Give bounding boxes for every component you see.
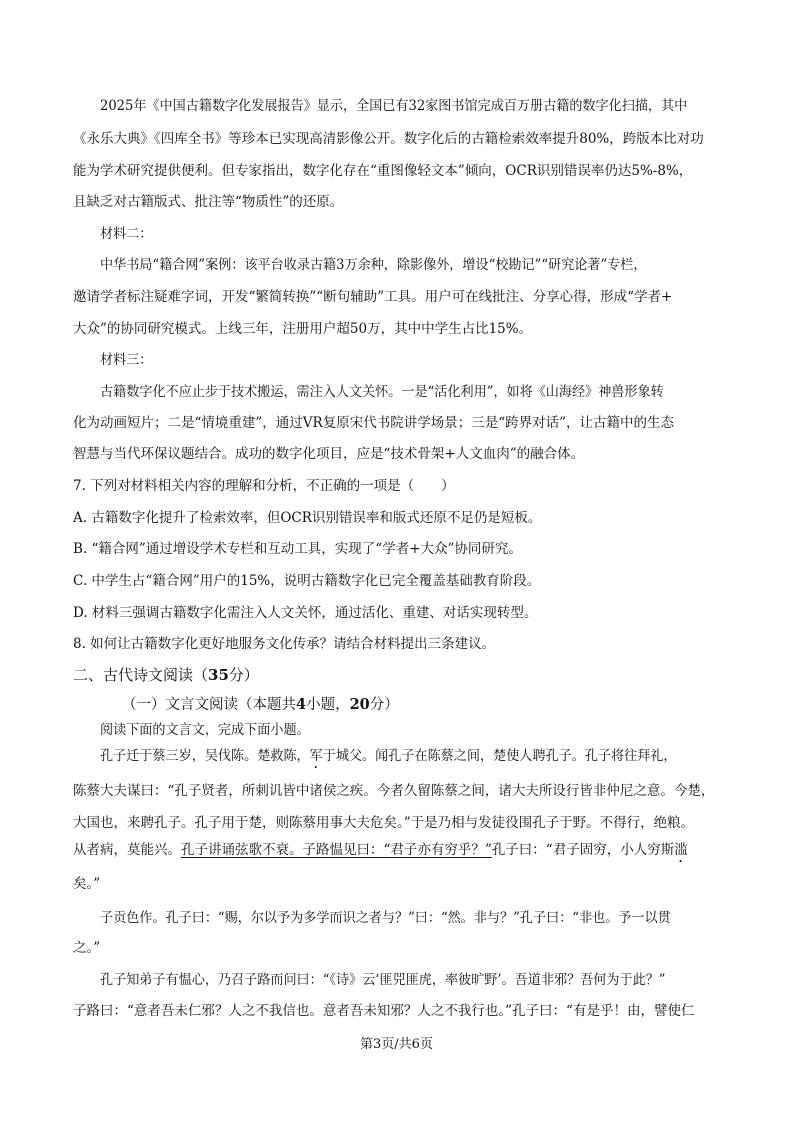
passage-p1-line-1: [100, 746, 760, 772]
passage-p3-line-2: 子路曰：“意者吾未仁邪？人之不我信也。意者吾未知邪？人之不我行也。”孔子曰：“有是乎！由，譬使仁: [73, 1003, 695, 1019]
material3-line-1: 古籍数字化不应止步于技术搬运，需注入人文关怀。一是“活化利用”，如将《山海经》神兽形象转: [100, 384, 664, 400]
material3-line-3: 智慧与当代环保议题结合。成功的数字化项目，应是“技术骨架+人文血肉”的融合体。: [73, 446, 585, 462]
dotted-word: 滥: [674, 842, 688, 858]
material1-line-4: 且缺乏对古籍版式、批注等“物质性”的还原。: [73, 194, 344, 210]
question-7-option-b: B. “籍合网”通过增设学术专栏和互动工具，实现了“学者+大众”协同研究。: [73, 541, 522, 557]
reading-instruction: 阅读下面的文言文，完成下面小题。: [100, 722, 310, 738]
subsection-heading: [122, 694, 399, 716]
question-7-option-d: D. 材料三强调古籍数字化需注入人文关怀，通过活化、重建、对话实现转型。: [73, 605, 538, 621]
subsection-score: 20: [349, 696, 370, 713]
material2-line-1: 中华书局“籍合网”案例：该平台收录古籍3万余种，除影像外，增设“校勘记”“研究论著”专栏，: [100, 257, 647, 273]
subsection-suffix: 分）: [369, 697, 399, 713]
subsection-prefix: （一）文言文阅读（本题共: [122, 697, 296, 713]
section-2-title-suffix: 分）: [228, 666, 259, 684]
page-footer: 第3页/共6页: [360, 1037, 433, 1052]
subsection-mid: 小题，: [306, 697, 350, 713]
question-7-option-c: C. 中学生占“籍合网”用户的15%，说明古籍数字化已完全覆盖基础教育阶段。: [73, 573, 541, 589]
material1-line-3: 能为学术研究提供便利。但专家指出，数字化存在“重图像轻文本”倾向，OCR识别错误率仍达5%-8%，: [73, 163, 693, 179]
material2-line-2: 邀请学者标注疑难字词，开发“繁简转换”“断句辅助”工具。用户可在线批注、分享心得，形成“学者+: [73, 289, 673, 305]
subsection-count: 4: [296, 696, 307, 713]
material2-label: 材料二：: [100, 226, 153, 242]
passage-p1-line-2: 陈蔡大夫谋曰：“孔子贤者，所刺讥皆中诸侯之疾。今者久留陈蔡之间，诸大夫所设行皆非仲尼之意。今楚，: [73, 783, 715, 799]
material1-line-2: 《永乐大典》《四库全书》等珍本已实现高清影像公开。数字化后的古籍检索效率提升80%，跨版本比对功: [73, 131, 704, 147]
question-8-stem: 8. 如何让古籍数字化更好地服务文化传承？请结合材料提出三条建议。: [73, 636, 496, 652]
passage-p2-line-1: 子贡色作。孔子曰：“赐，尔以予为多学而识之者与？”曰：“然。非与？”孔子曰：“非也。予一以贯: [100, 910, 671, 926]
material1-line-1: 2025年《中国古籍数字化发展报告》显示，全国已有32家图书馆完成百万册古籍的数字化扫描，其中: [100, 98, 688, 114]
passage-text: 孔子迁于蔡三岁，吴伐陈。楚救陈，: [100, 748, 310, 764]
question-7-option-a: A. 古籍数字化提升了检索效率，但OCR识别错误率和版式还原不足仍是短板。: [73, 510, 542, 526]
passage-p3-line-1: 孔子知弟子有愠心，乃召子路而问曰：“《诗》云‘匪兕匪虎，率彼旷野’。吾道非邪？吾何为于此？”: [100, 972, 666, 988]
passage-p1-line-3: 大国也，来聘孔子。孔子用于楚，则陈蔡用事大夫危矣。”于是乃相与发徒役围孔子于野。不得行，绝粮。: [73, 815, 695, 831]
passage-p1-line-5: 矣。”: [73, 876, 101, 892]
section-2-score: 35: [208, 666, 229, 684]
material2-line-3: 大众”的协同研究模式。上线三年，注册用户超50万，其中中学生占比15%。: [73, 321, 533, 337]
material3-line-2: 化为动画短片；二是“情境重建”，通过VR复原宋代书院讲学场景；三是“跨界对话”，让古籍中的生态: [73, 415, 675, 431]
passage-text: 于城父。闻孔子在陈蔡之间，楚使人聘孔子。孔子将往拜礼，: [322, 748, 677, 764]
section-2-heading: [73, 664, 259, 686]
passage-text: 孔子曰：“君子固穷，小人穷斯: [491, 842, 675, 858]
passage-text: 从者病，莫能兴。: [73, 842, 181, 858]
passage-p2-line-2: 之。”: [73, 940, 101, 956]
question-7-stem: 7. 下列对材料相关内容的理解和分析，不正确的一项是（ ）: [73, 478, 455, 494]
dotted-word: 军: [309, 748, 323, 764]
underlined-sentence: 孔子讲诵弦歌不衰。子路愠见曰：“君子亦有穷乎？”: [181, 842, 492, 858]
section-2-title-prefix: 二、古代诗文阅读（: [73, 666, 209, 684]
material3-label: 材料三：: [100, 352, 153, 368]
passage-p1-line-4: [73, 840, 753, 866]
